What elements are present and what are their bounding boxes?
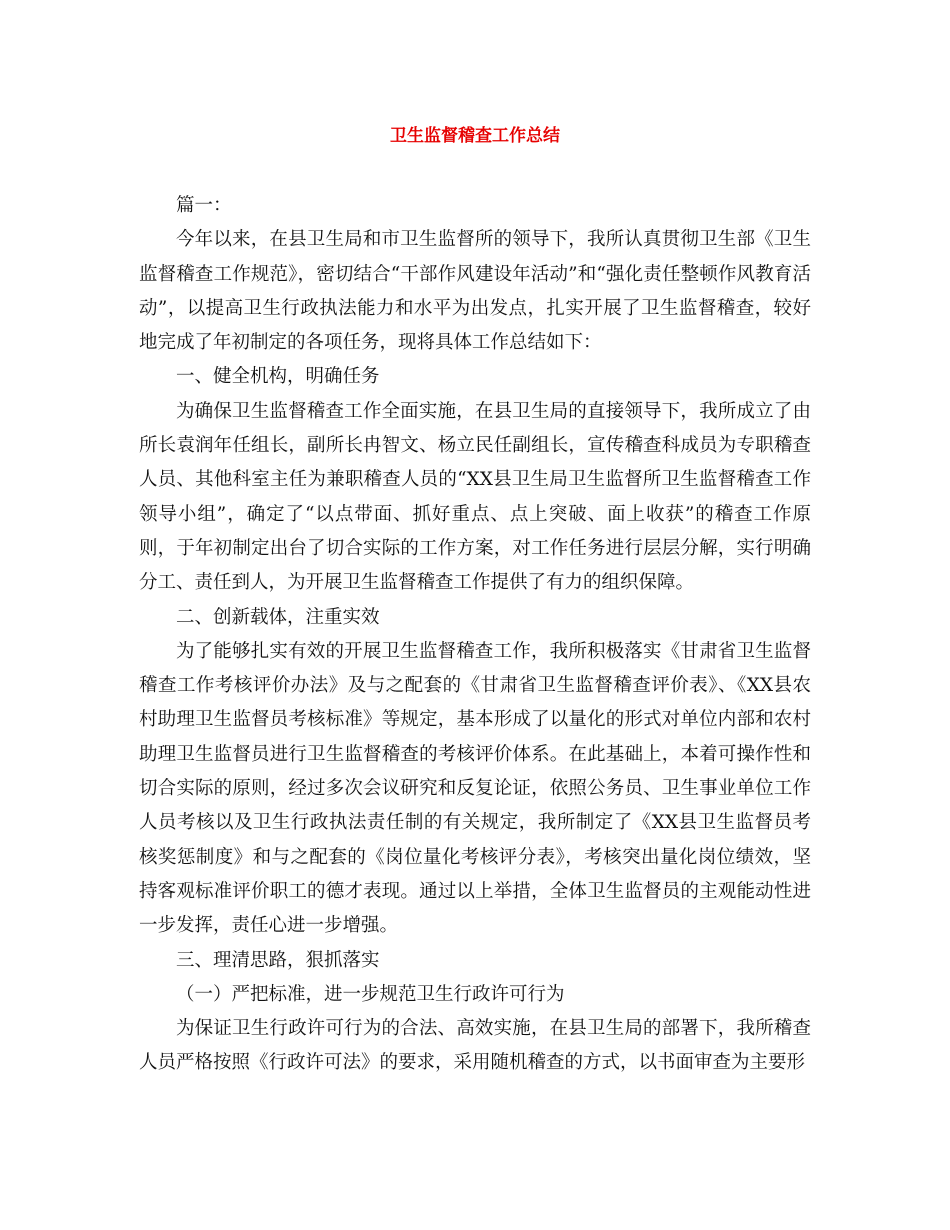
intro-paragraph: 今年以来，在县卫生局和市卫生监督所的领导下，我所认真贯彻卫生部《卫生监督稽查工作规范》，密切结合“干部作风建设年活动”和“强化责任整顿作风教育活动”，以提高卫生行政执法能力和水平为出发点，扎实开展了卫生监督稽查，较好地完成了年初制定的各项任务，现将具体工作总结如下： (139, 229, 811, 354)
section-2-paragraph: 为了能够扎实有效的开展卫生监督稽查工作，我所积极落实《甘肃省卫生监督稽查工作考核评价办法》及与之配套的《甘肃省卫生监督稽查评价表》、《XX县农村助理卫生监督员考核标准》等规定，基本形成了以量化的形式对单位内部和农村助理卫生监督员进行卫生监督稽查的考核评价体系。在此基础上，本着可操作性和切合实际的原则，经过多次会议研究和反复论证，依照公务员、卫生事业单位工作人员考核以及卫生行政执法责任制的有关规定，我所制定了《XX县卫生监督员考核奖惩制度》和与之配套的《岗位量化考核评分表》，考核突出量化岗位绩效，坚持客观标准评价职工的德才表现。通过以上举措，全体卫生监督员的主观能动性进一步发挥，责任心进一步增强。 (139, 640, 811, 937)
section-heading-2: 二、创新载体，注重实效 (176, 606, 380, 628)
subsection-heading-1: （一）严把标准，进一步规范卫生行政许可行为 (176, 983, 565, 1005)
section-label: 篇一： (176, 195, 232, 216)
document-body (139, 189, 811, 1081)
section-1-paragraph: 为确保卫生监督稽查工作全面实施，在县卫生局的直接领导下，我所成立了由所长袁润年任组长，副所长冉智文、杨立民任副组长，宣传稽查科成员为专职稽查人员、其他科室主任为兼职稽查人员的“XX县卫生局卫生监督所卫生监督稽查工作领导小组”，确定了“以点带面、抓好重点、点上突破、面上收获”的稽查工作原则，于年初制定出台了切合实际的工作方案，对工作任务进行层层分解，实行明确分工、责任到人，为开展卫生监督稽查工作提供了有力的组织保障。 (139, 400, 811, 594)
document-title: 卫生监督稽查工作总结 (390, 126, 560, 146)
subsection-1-paragraph: 为保证卫生行政许可行为的合法、高效实施，在县卫生局的部署下，我所稽查人员严格按照《行政许可法》的要求，采用随机稽查的方式，以书面审查为主要形 (139, 1018, 811, 1074)
section-heading-3: 三、理清思路，狠抓落实 (176, 949, 380, 971)
section-heading-1: 一、健全机构，明确任务 (176, 366, 380, 388)
